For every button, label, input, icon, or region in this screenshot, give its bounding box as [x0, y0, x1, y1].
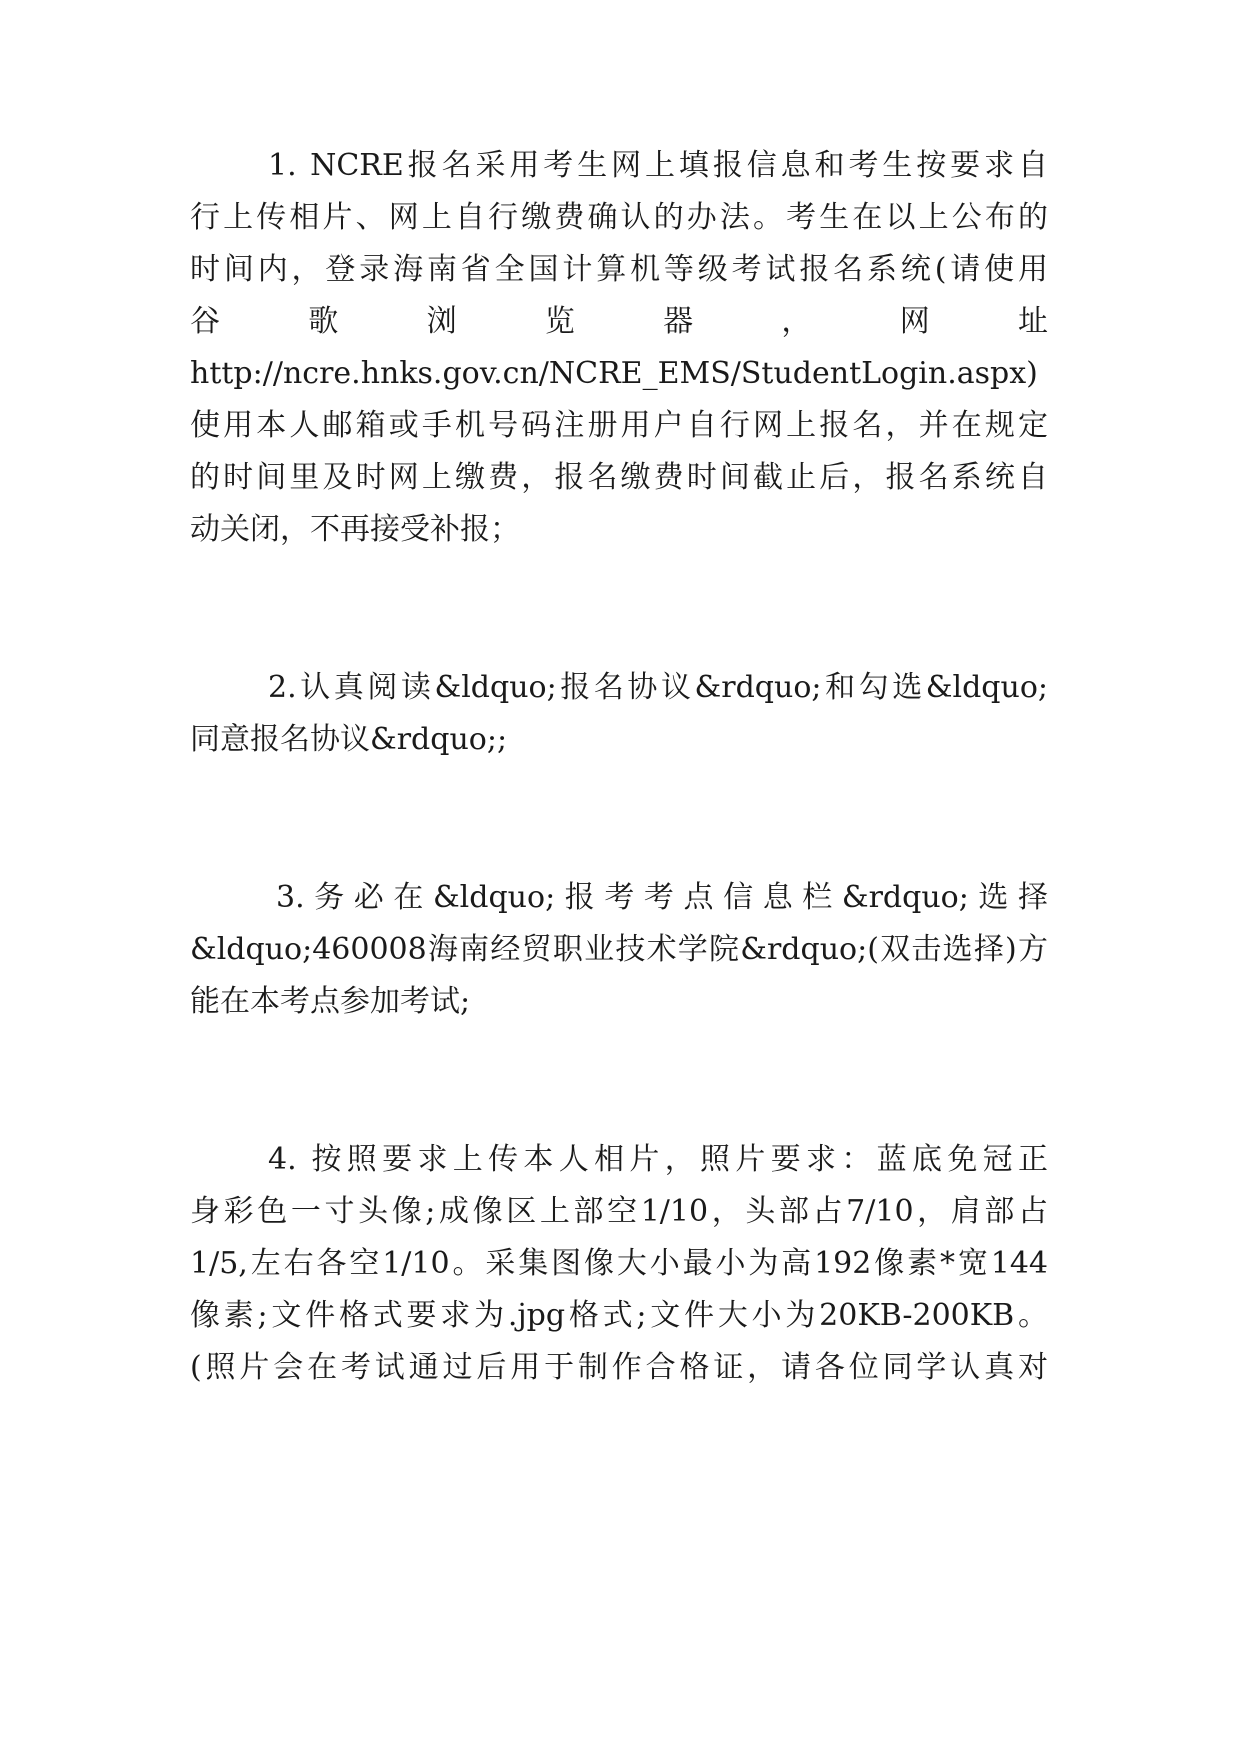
spread-char: 浏 — [426, 304, 457, 339]
spread-char: 歌 — [308, 304, 339, 339]
spread-char: ， — [781, 304, 812, 339]
paragraph-4-line-1: 4. 按照要求上传本人相片，照片要求：蓝底免冠正 — [268, 1142, 1048, 1177]
paragraph-1-line-2: 行上传相片、网上自行缴费确认的办法。考生在以上公布的 — [190, 200, 1048, 235]
paragraph-2-line-2: 同意报名协议&rdquo;; — [190, 722, 508, 757]
paragraph-4-line-4: 像素;文件格式要求为.jpg格式;文件大小为20KB-200KB。 — [190, 1298, 1048, 1333]
paragraph-1-line-7: 的时间里及时网上缴费，报名缴费时间截止后，报名系统自 — [190, 460, 1048, 495]
spread-char: 览 — [544, 304, 575, 339]
spread-char: 谷 — [190, 304, 220, 339]
paragraph-1-line-4 — [190, 302, 1048, 342]
paragraph-4-line-2: 身彩色一寸头像;成像区上部空1/10，头部占7/10，肩部占 — [190, 1194, 1048, 1229]
paragraph-1-line-6: 使用本人邮箱或手机号码注册用户自行网上报名，并在规定 — [190, 408, 1048, 443]
spread-char: 网 — [899, 304, 930, 339]
paragraph-3-line-2: &ldquo;460008海南经贸职业技术学院&rdquo;(双击选择)方 — [190, 932, 1048, 967]
paragraph-3-line-3: 能在本考点参加考试; — [190, 984, 471, 1019]
paragraph-1-line-1: 1. NCRE报名采用考生网上填报信息和考生按要求自 — [268, 148, 1048, 183]
paragraph-1-line-8: 动关闭，不再接受补报； — [190, 512, 520, 547]
spread-char: 址 — [1017, 304, 1048, 339]
spread-char: 器 — [663, 304, 694, 339]
paragraph-2-line-1: 2.认真阅读&ldquo;报名协议&rdquo;和勾选&ldquo; — [268, 670, 1048, 705]
paragraph-3-line-1: 3.务必在&ldquo;报考考点信息栏&rdquo;选择 — [276, 880, 1048, 915]
paragraph-1-url-line: http://ncre.hnks.gov.cn/NCRE_EMS/StudentLogin.aspx) — [190, 356, 1038, 391]
paragraph-4-line-5: (照片会在考试通过后用于制作合格证，请各位同学认真对 — [190, 1350, 1048, 1385]
paragraph-1-line-3: 时间内，登录海南省全国计算机等级考试报名系统(请使用 — [190, 252, 1048, 287]
paragraph-4-line-3: 1/5,左右各空1/10。采集图像大小最小为高192像素*宽144 — [190, 1246, 1048, 1281]
